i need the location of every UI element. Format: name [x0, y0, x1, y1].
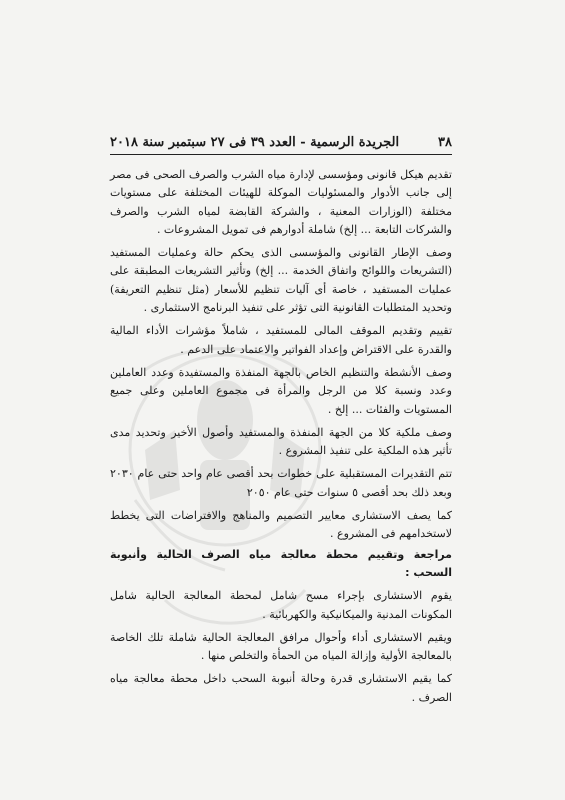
paragraph: وصف الأنشطة والتنظيم الخاص بالجهة المنفذة والمستفيدة وعدد العاملين وعدد ونسبة كلا من الرجل والمرأة فى مجموع العاملين وعلى جميع المستويات والفئات ... إلخ . — [110, 365, 452, 416]
paragraph: تقديم هيكل قانونى ومؤسسى لإدارة مياه الشرب والصرف الصحى فى مصر إلى جانب الأدوار والمسئوليات الموكلة للهيئات المختلفة على مستويات مختلفة (الوزارات المعنية ، والشركة القابضة لمياه الشرب والصرف والشركات التابعة ... إلخ) شاملة أدوارهم فى تمويل المشروعات . — [110, 168, 452, 236]
page-header — [110, 131, 452, 153]
paragraph: وصف الإطار القانونى والمؤسسى الذى يحكم حالة وعمليات المستفيد (التشريعات واللوائح واتفاق الخدمة ... إلخ) وتأثير التشريعات المطبقة على عمليات المستفيد ، خاصة أى آليات تنظيم للأسعار (مثل تنظيم التعريفة) وتحديد المتطلبات القانونية التى تؤثر على تنفيذ البرنامج الاستثمارى . — [110, 246, 452, 315]
gazette-title: الجريدة الرسمية - العدد ٣٩ فى ٢٧ سبتمبر سنة ٢٠١٨ — [110, 134, 400, 150]
paragraph: يقوم الاستشارى بإجراء مسح شامل لمحطة المعالجة الحالية شامل المكونات المدنية والميكانيكية والكهربائية . — [110, 589, 452, 621]
page-body — [110, 166, 452, 707]
paragraph: تقييم وتقديم الموقف المالى للمستفيد ، شاملاً مؤشرات الأداء المالية والقدرة على الاقتراض وإعداد الفواتير والاعتماد على الدعم . — [110, 324, 452, 356]
section-heading: مراجعة وتقييم محطة معالجة مياه الصرف الحالية وأنبوبة السحب : — [110, 547, 452, 579]
header-divider — [110, 154, 452, 155]
page-number: ٣٨ — [438, 134, 452, 150]
paragraph: تتم التقديرات المستقبلية على خطوات بحد أقصى عام واحد حتى عام ٢٠٣٠ وبعد ذلك بحد أقصى ٥ سنوات حتى عام ٢٠٥٠ — [110, 467, 452, 499]
paragraph: وصف ملكية كلا من الجهة المنفذة والمستفيد وأصول الأخير وتحديد مدى تأثير هذه الملكية على تنفيذ المشروع . — [110, 425, 452, 458]
paragraph: كما يقيم الاستشارى قدرة وحالة أنبوبة السحب داخل محطة معالجة مياه الصرف . — [110, 672, 452, 704]
paragraph: كما يصف الاستشارى معايير التصميم والمناهج والافتراضات التى يخطط لاستخدامهم فى المشروع . — [110, 509, 452, 541]
paragraph: ويقيم الاستشارى أداء وأحوال مرافق المعالجة الحالية شاملة تلك الخاصة بالمعالجة الأولية وإزالة المياه من الحمأة والتخلص منها . — [110, 630, 452, 663]
